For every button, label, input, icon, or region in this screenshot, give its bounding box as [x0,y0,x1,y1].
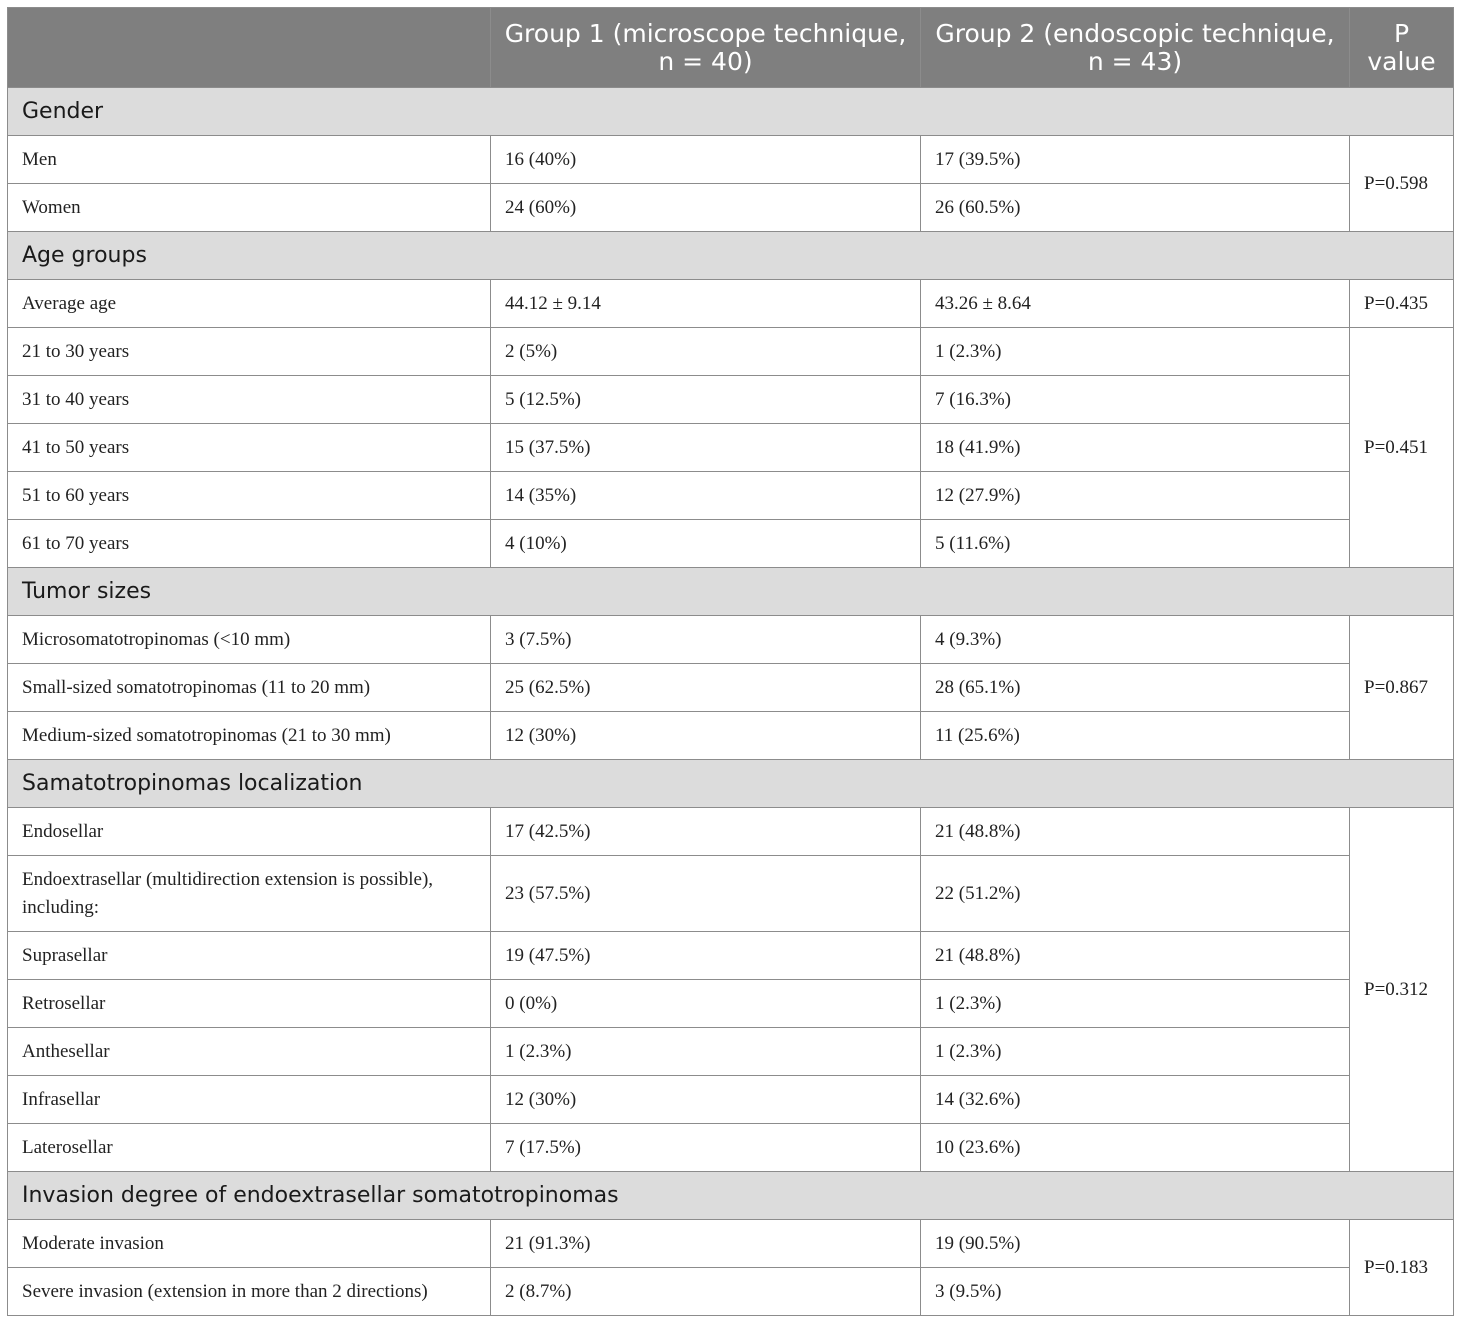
group1-value: 12 (30%) [491,712,921,760]
table-row [8,1220,1454,1268]
section-title: Gender [8,88,1454,136]
group2-value: 43.26 ± 8.64 [921,280,1350,328]
table-row [8,1268,1454,1316]
row-label: Endoextrasellar (multidirection extension is possible), including: [8,856,491,932]
group2-value: 28 (65.1%) [921,664,1350,712]
table-row [8,712,1454,760]
p-value: P=0.312 [1350,808,1454,1172]
group1-value: 1 (2.3%) [491,1028,921,1076]
group1-value: 2 (5%) [491,328,921,376]
group1-value: 14 (35%) [491,472,921,520]
table-row [8,1076,1454,1124]
group2-value: 21 (48.8%) [921,932,1350,980]
row-label: 21 to 30 years [8,328,491,376]
row-label: Anthesellar [8,1028,491,1076]
group1-value: 4 (10%) [491,520,921,568]
section-title: Invasion degree of endoextrasellar somatotropinomas [8,1172,1454,1220]
row-label: Retrosellar [8,980,491,1028]
group1-value: 23 (57.5%) [491,856,921,932]
group2-value: 18 (41.9%) [921,424,1350,472]
table-row [8,932,1454,980]
group1-value: 7 (17.5%) [491,1124,921,1172]
section-header-row [8,1172,1454,1220]
group2-value: 5 (11.6%) [921,520,1350,568]
group2-value: 17 (39.5%) [921,136,1350,184]
table-row [8,424,1454,472]
row-label: Microsomatotropinomas (<10 mm) [8,616,491,664]
row-label: Moderate invasion [8,1220,491,1268]
table-row [8,1124,1454,1172]
group1-value: 16 (40%) [491,136,921,184]
group2-value: 1 (2.3%) [921,980,1350,1028]
section-title: Tumor sizes [8,568,1454,616]
table-row [8,664,1454,712]
group1-value: 24 (60%) [491,184,921,232]
row-label: Men [8,136,491,184]
section-title: Age groups [8,232,1454,280]
group1-value: 21 (91.3%) [491,1220,921,1268]
row-label: Average age [8,280,491,328]
table-row [8,1028,1454,1076]
group2-value: 21 (48.8%) [921,808,1350,856]
header-group1: Group 1 (microscope technique, n = 40) [491,8,921,88]
row-label: Suprasellar [8,932,491,980]
header-group2: Group 2 (endoscopic technique, n = 43) [921,8,1350,88]
p-value: P=0.598 [1350,136,1454,232]
group1-value: 15 (37.5%) [491,424,921,472]
group1-value: 3 (7.5%) [491,616,921,664]
table-row [8,980,1454,1028]
group2-value: 1 (2.3%) [921,328,1350,376]
row-label: Medium-sized somatotropinomas (21 to 30 mm) [8,712,491,760]
group2-value: 1 (2.3%) [921,1028,1350,1076]
table-row [8,856,1454,932]
table-row [8,376,1454,424]
row-label: 31 to 40 years [8,376,491,424]
p-value: P=0.435 [1350,280,1454,328]
p-value: P=0.867 [1350,616,1454,760]
group2-value: 14 (32.6%) [921,1076,1350,1124]
group1-value: 12 (30%) [491,1076,921,1124]
table-row [8,520,1454,568]
row-label: Small-sized somatotropinomas (11 to 20 mm) [8,664,491,712]
group2-value: 3 (9.5%) [921,1268,1350,1316]
row-label: 51 to 60 years [8,472,491,520]
section-header-row [8,760,1454,808]
group1-value: 44.12 ± 9.14 [491,280,921,328]
group2-value: 12 (27.9%) [921,472,1350,520]
table-row [8,280,1454,328]
table-row [8,616,1454,664]
section-header-row [8,88,1454,136]
row-label: Infrasellar [8,1076,491,1124]
row-label: 61 to 70 years [8,520,491,568]
group1-value: 19 (47.5%) [491,932,921,980]
table-row [8,472,1454,520]
section-header-row [8,232,1454,280]
group1-value: 5 (12.5%) [491,376,921,424]
group2-value: 26 (60.5%) [921,184,1350,232]
table-row [8,808,1454,856]
group1-value: 2 (8.7%) [491,1268,921,1316]
group2-value: 19 (90.5%) [921,1220,1350,1268]
group2-value: 22 (51.2%) [921,856,1350,932]
row-label: Laterosellar [8,1124,491,1172]
group2-value: 10 (23.6%) [921,1124,1350,1172]
group1-value: 25 (62.5%) [491,664,921,712]
section-title: Samatotropinomas localization [8,760,1454,808]
row-label: Endosellar [8,808,491,856]
table-row [8,184,1454,232]
data-table [7,7,1454,1316]
p-value: P=0.183 [1350,1220,1454,1316]
row-label: Women [8,184,491,232]
table-body [8,88,1454,1316]
group2-value: 7 (16.3%) [921,376,1350,424]
group1-value: 17 (42.5%) [491,808,921,856]
table-row [8,328,1454,376]
row-label: Severe invasion (extension in more than 2 directions) [8,1268,491,1316]
section-header-row [8,568,1454,616]
header-p-value: P value [1350,8,1454,88]
group2-value: 11 (25.6%) [921,712,1350,760]
header-empty-cell [8,8,491,88]
group2-value: 4 (9.3%) [921,616,1350,664]
table-row [8,136,1454,184]
header-row [8,8,1454,88]
p-value: P=0.451 [1350,328,1454,568]
row-label: 41 to 50 years [8,424,491,472]
group1-value: 0 (0%) [491,980,921,1028]
